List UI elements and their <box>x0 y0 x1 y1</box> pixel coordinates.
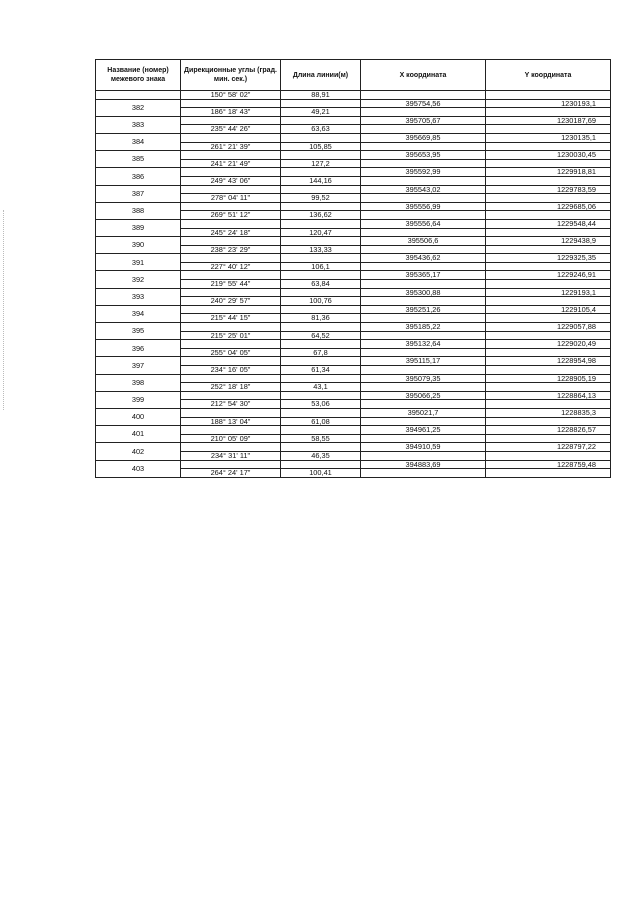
point-x: 395300,88 <box>361 288 486 297</box>
point-y: 1229325,35 <box>486 254 611 263</box>
point-y: 1230135,1 <box>486 133 611 142</box>
segment-direction: 212° 54' 30" <box>181 400 281 409</box>
segment-length: 46,35 <box>281 451 361 460</box>
y-cell-empty <box>486 280 611 289</box>
point-name: 383 <box>96 116 181 133</box>
segment-length: 127,2 <box>281 159 361 168</box>
name-cell-empty <box>96 91 181 100</box>
segment-length: 133,33 <box>281 245 361 254</box>
point-x: 395543,02 <box>361 185 486 194</box>
direction-cell-empty <box>181 237 281 246</box>
segment-direction: 249° 43' 06" <box>181 176 281 185</box>
point-name: 395 <box>96 323 181 340</box>
point-x: 394961,25 <box>361 426 486 435</box>
segment-length: 64,52 <box>281 331 361 340</box>
segment-length: 53,06 <box>281 400 361 409</box>
y-cell-empty <box>486 383 611 392</box>
length-cell-empty <box>281 219 361 228</box>
segment-direction: 234° 16' 05" <box>181 366 281 375</box>
segment-direction: 235° 44' 26" <box>181 125 281 134</box>
segment-length: 99,52 <box>281 194 361 203</box>
point-x: 395754,56 <box>361 99 486 108</box>
segment-direction: 241° 21' 49" <box>181 159 281 168</box>
direction-cell-empty <box>181 426 281 435</box>
segment-direction: 264° 24' 17" <box>181 469 281 478</box>
point-name: 394 <box>96 305 181 322</box>
point-x: 395436,62 <box>361 254 486 263</box>
point-name: 382 <box>96 99 181 116</box>
direction-cell-empty <box>181 116 281 125</box>
length-cell-empty <box>281 340 361 349</box>
x-cell-empty <box>361 331 486 340</box>
point-x: 395079,35 <box>361 374 486 383</box>
segment-direction: 188° 13' 04" <box>181 417 281 426</box>
length-cell-empty <box>281 237 361 246</box>
length-cell-empty <box>281 443 361 452</box>
segment-direction: 227° 40' 12" <box>181 262 281 271</box>
x-cell-empty <box>361 91 486 100</box>
point-name: 385 <box>96 151 181 168</box>
segment-direction: 278° 04' 11" <box>181 194 281 203</box>
length-cell-empty <box>281 254 361 263</box>
direction-cell-empty <box>181 254 281 263</box>
header-y: Y координата <box>486 60 611 91</box>
point-name: 391 <box>96 254 181 271</box>
x-cell-empty <box>361 211 486 220</box>
point-y: 1229918,81 <box>486 168 611 177</box>
point-name: 384 <box>96 133 181 150</box>
x-cell-empty <box>361 142 486 151</box>
point-y: 1229193,1 <box>486 288 611 297</box>
x-cell-empty <box>361 434 486 443</box>
length-cell-empty <box>281 202 361 211</box>
y-cell-empty <box>486 417 611 426</box>
header-length: Длина линии(м) <box>281 60 361 91</box>
y-cell-empty <box>486 434 611 443</box>
length-cell-empty <box>281 288 361 297</box>
direction-cell-empty <box>181 374 281 383</box>
y-cell-empty <box>486 91 611 100</box>
point-name: 400 <box>96 408 181 425</box>
x-cell-empty <box>361 417 486 426</box>
x-cell-empty <box>361 245 486 254</box>
point-x: 395556,99 <box>361 202 486 211</box>
x-cell-empty <box>361 383 486 392</box>
segment-direction: 269° 51' 12" <box>181 211 281 220</box>
segment-length: 61,08 <box>281 417 361 426</box>
segment-length: 136,62 <box>281 211 361 220</box>
direction-cell-empty <box>181 168 281 177</box>
length-cell-empty <box>281 133 361 142</box>
point-x: 395556,64 <box>361 219 486 228</box>
segment-length: 63,84 <box>281 280 361 289</box>
point-name: 393 <box>96 288 181 305</box>
direction-cell-empty <box>181 151 281 160</box>
segment-direction: 240° 29' 57" <box>181 297 281 306</box>
margin-dotted-line <box>3 210 6 410</box>
x-cell-empty <box>361 228 486 237</box>
direction-cell-empty <box>181 202 281 211</box>
x-cell-empty <box>361 262 486 271</box>
y-cell-empty <box>486 314 611 323</box>
segment-length: 100,41 <box>281 469 361 478</box>
point-y: 1229783,59 <box>486 185 611 194</box>
y-cell-empty <box>486 108 611 117</box>
point-x: 395115,17 <box>361 357 486 366</box>
direction-cell-empty <box>181 391 281 400</box>
point-x: 394910,59 <box>361 443 486 452</box>
y-cell-empty <box>486 400 611 409</box>
point-y: 1230193,1 <box>486 99 611 108</box>
length-cell-empty <box>281 271 361 280</box>
header-direction: Дирекционные углы (град. мин. сек.) <box>181 60 281 91</box>
point-y: 1228835,3 <box>486 408 611 417</box>
segment-direction: 210° 05' 09" <box>181 434 281 443</box>
point-name: 386 <box>96 168 181 185</box>
point-name: 396 <box>96 340 181 357</box>
point-name: 397 <box>96 357 181 374</box>
point-x: 395592,99 <box>361 168 486 177</box>
x-cell-empty <box>361 125 486 134</box>
length-cell-empty <box>281 460 361 469</box>
point-y: 1229685,06 <box>486 202 611 211</box>
point-name: 398 <box>96 374 181 391</box>
x-cell-empty <box>361 297 486 306</box>
point-x: 395021,7 <box>361 408 486 417</box>
point-x: 395185,22 <box>361 323 486 332</box>
x-cell-empty <box>361 451 486 460</box>
y-cell-empty <box>486 125 611 134</box>
segment-length: 49,21 <box>281 108 361 117</box>
point-name: 399 <box>96 391 181 408</box>
point-name: 390 <box>96 237 181 254</box>
point-name: 388 <box>96 202 181 219</box>
x-cell-empty <box>361 108 486 117</box>
y-cell-empty <box>486 194 611 203</box>
segment-length: 61,34 <box>281 366 361 375</box>
y-cell-empty <box>486 366 611 375</box>
point-y: 1228826,57 <box>486 426 611 435</box>
segment-length: 120,47 <box>281 228 361 237</box>
segment-length: 63,63 <box>281 125 361 134</box>
y-cell-empty <box>486 451 611 460</box>
point-x: 395705,67 <box>361 116 486 125</box>
x-cell-empty <box>361 280 486 289</box>
point-y: 1229548,44 <box>486 219 611 228</box>
segment-length: 105,85 <box>281 142 361 151</box>
direction-cell-empty <box>181 219 281 228</box>
direction-cell-empty <box>181 305 281 314</box>
segment-direction: 261° 21' 39" <box>181 142 281 151</box>
point-x: 395066,25 <box>361 391 486 400</box>
length-cell-empty <box>281 374 361 383</box>
point-x: 395669,85 <box>361 133 486 142</box>
y-cell-empty <box>486 142 611 151</box>
direction-cell-empty <box>181 99 281 108</box>
segment-direction: 238° 23' 29" <box>181 245 281 254</box>
direction-cell-empty <box>181 133 281 142</box>
x-cell-empty <box>361 176 486 185</box>
x-cell-empty <box>361 159 486 168</box>
length-cell-empty <box>281 357 361 366</box>
point-y: 1228864,13 <box>486 391 611 400</box>
y-cell-empty <box>486 348 611 357</box>
point-x: 395653,95 <box>361 151 486 160</box>
y-cell-empty <box>486 469 611 478</box>
segment-direction: 215° 25' 01" <box>181 331 281 340</box>
length-cell-empty <box>281 168 361 177</box>
point-name: 389 <box>96 219 181 236</box>
y-cell-empty <box>486 176 611 185</box>
x-cell-empty <box>361 348 486 357</box>
point-name: 387 <box>96 185 181 202</box>
length-cell-empty <box>281 408 361 417</box>
direction-cell-empty <box>181 271 281 280</box>
point-x: 395132,64 <box>361 340 486 349</box>
y-cell-empty <box>486 245 611 254</box>
header-name: Название (номер) межевого знака <box>96 60 181 91</box>
segment-length: 144,16 <box>281 176 361 185</box>
direction-cell-empty <box>181 323 281 332</box>
point-y: 1228905,19 <box>486 374 611 383</box>
segment-direction: 245° 24' 18" <box>181 228 281 237</box>
direction-cell-empty <box>181 288 281 297</box>
direction-cell-empty <box>181 340 281 349</box>
y-cell-empty <box>486 159 611 168</box>
x-cell-empty <box>361 366 486 375</box>
table-header-row <box>96 60 611 91</box>
direction-cell-empty <box>181 460 281 469</box>
coordinates-table <box>95 59 611 478</box>
y-cell-empty <box>486 228 611 237</box>
y-cell-empty <box>486 262 611 271</box>
y-cell-empty <box>486 211 611 220</box>
length-cell-empty <box>281 426 361 435</box>
point-x: 395251,26 <box>361 305 486 314</box>
point-y: 1229246,91 <box>486 271 611 280</box>
y-cell-empty <box>486 331 611 340</box>
segment-direction: 234° 31' 11" <box>181 451 281 460</box>
x-cell-empty <box>361 469 486 478</box>
segment-length: 67,8 <box>281 348 361 357</box>
length-cell-empty <box>281 99 361 108</box>
y-cell-empty <box>486 297 611 306</box>
point-y: 1228797,22 <box>486 443 611 452</box>
length-cell-empty <box>281 391 361 400</box>
segment-length: 43,1 <box>281 383 361 392</box>
x-cell-empty <box>361 194 486 203</box>
segment-direction: 150° 58' 02" <box>181 91 281 100</box>
x-cell-empty <box>361 400 486 409</box>
segment-direction: 219° 55' 44" <box>181 280 281 289</box>
segment-length: 88,91 <box>281 91 361 100</box>
segment-length: 81,36 <box>281 314 361 323</box>
point-y: 1228759,48 <box>486 460 611 469</box>
point-y: 1228954,98 <box>486 357 611 366</box>
header-x: X координата <box>361 60 486 91</box>
point-y: 1230030,45 <box>486 151 611 160</box>
point-y: 1229438,9 <box>486 237 611 246</box>
segment-direction: 255° 04' 05" <box>181 348 281 357</box>
segment-direction: 215° 44' 15" <box>181 314 281 323</box>
length-cell-empty <box>281 151 361 160</box>
point-name: 402 <box>96 443 181 460</box>
direction-cell-empty <box>181 408 281 417</box>
length-cell-empty <box>281 116 361 125</box>
direction-cell-empty <box>181 443 281 452</box>
point-y: 1229020,49 <box>486 340 611 349</box>
length-cell-empty <box>281 185 361 194</box>
point-x: 395506,6 <box>361 237 486 246</box>
table-body <box>96 91 611 478</box>
length-cell-empty <box>281 305 361 314</box>
segment-length: 100,76 <box>281 297 361 306</box>
length-cell-empty <box>281 323 361 332</box>
point-name: 401 <box>96 426 181 443</box>
point-x: 394883,69 <box>361 460 486 469</box>
direction-cell-empty <box>181 357 281 366</box>
point-y: 1229105,4 <box>486 305 611 314</box>
x-cell-empty <box>361 314 486 323</box>
segment-length: 58,55 <box>281 434 361 443</box>
point-y: 1230187,69 <box>486 116 611 125</box>
direction-cell-empty <box>181 185 281 194</box>
segment-direction: 186° 18' 43" <box>181 108 281 117</box>
segment-length: 106,1 <box>281 262 361 271</box>
point-name: 403 <box>96 460 181 477</box>
point-x: 395365,17 <box>361 271 486 280</box>
point-name: 392 <box>96 271 181 288</box>
point-y: 1229057,88 <box>486 323 611 332</box>
segment-direction: 252° 18' 18" <box>181 383 281 392</box>
